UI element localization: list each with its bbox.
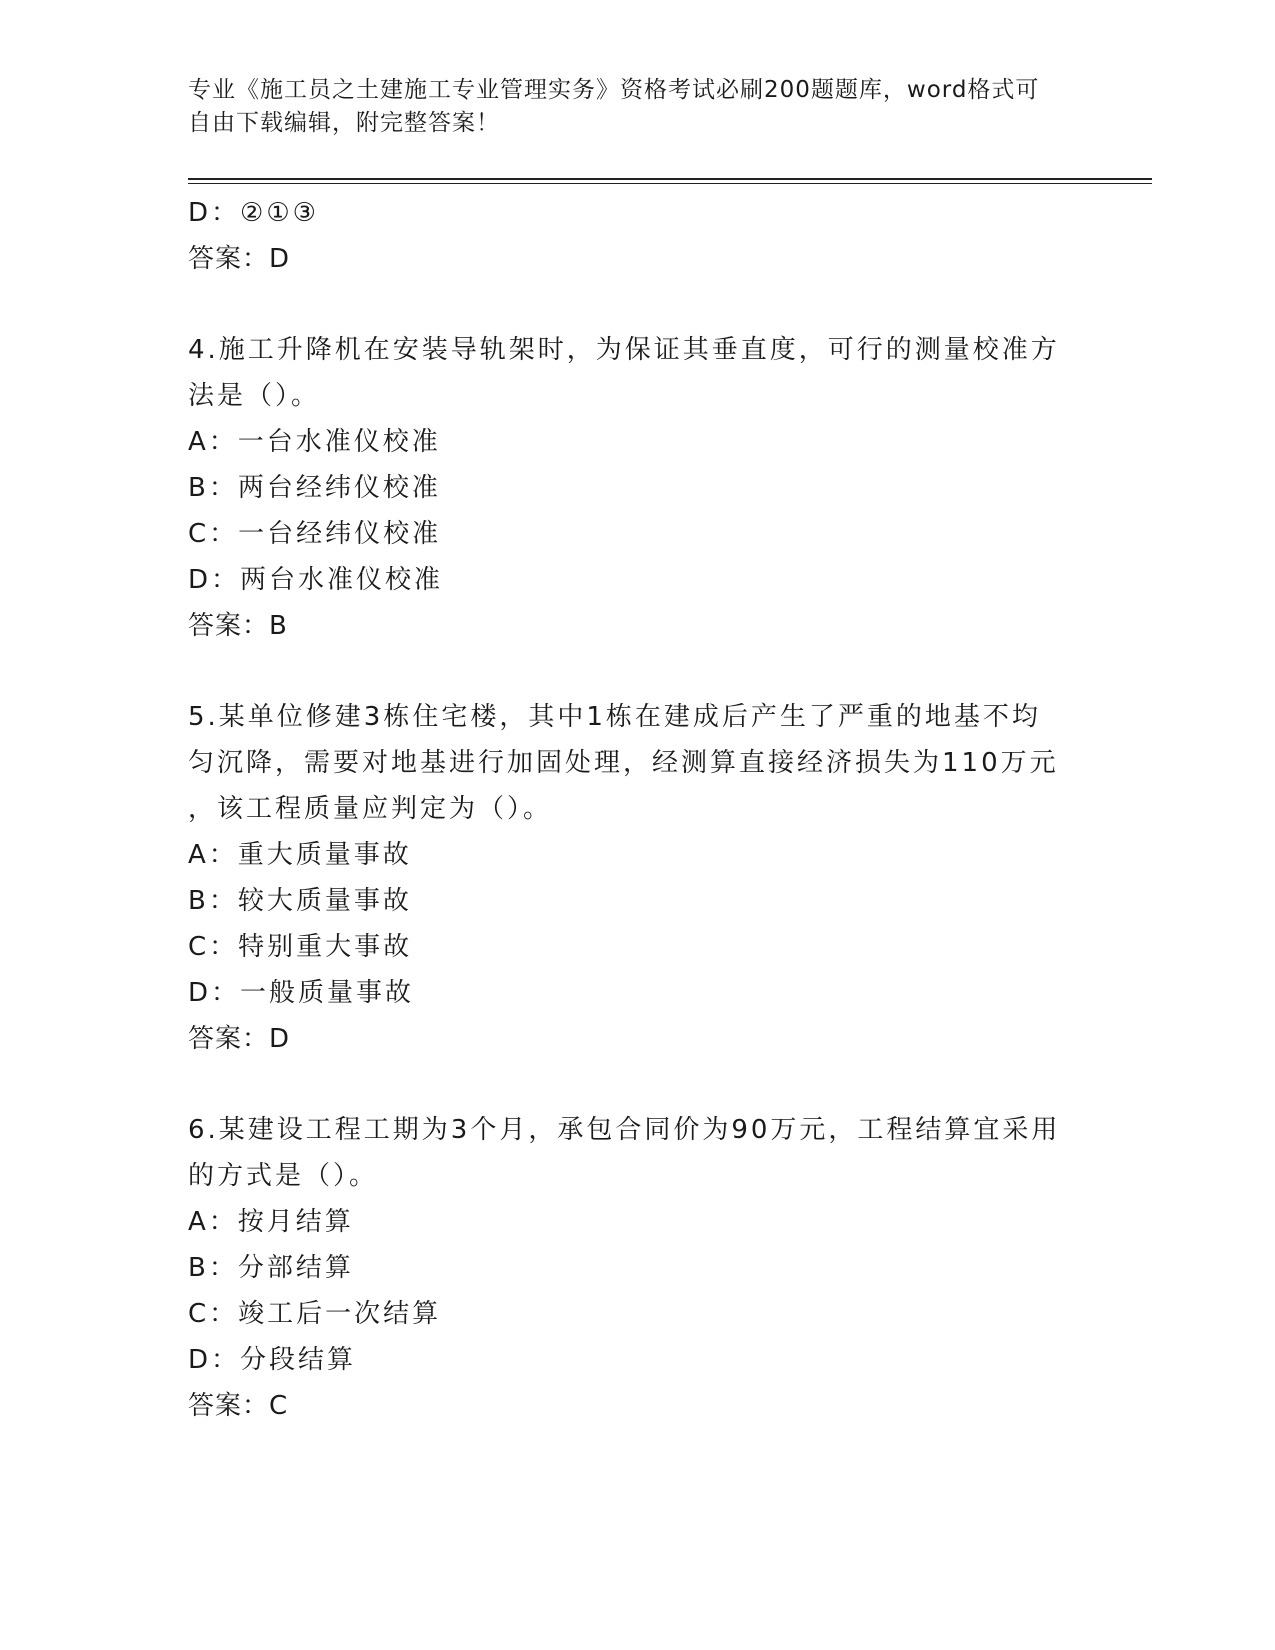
option-b: B：较大质量事故 — [188, 886, 412, 916]
answer-line: 答案：D — [188, 244, 291, 274]
option-b: B：分部结算 — [188, 1253, 354, 1283]
option-a: A：一台水准仪校准 — [188, 427, 441, 457]
question-6 — [188, 1107, 1088, 1429]
answer-line: 答案：C — [188, 1391, 289, 1421]
question-stem-line: 的方式是（）。 — [188, 1161, 379, 1191]
option-d: D：分段结算 — [188, 1345, 357, 1375]
option-d: D：一般质量事故 — [188, 978, 415, 1008]
option-a: A：重大质量事故 — [188, 840, 412, 870]
header-line-1: 专业《施工员之土建施工专业管理实务》资格考试必刷200题题库，word格式可 — [188, 77, 1040, 103]
option-c: C：一台经纬仪校准 — [188, 519, 442, 549]
question-stem-line: 匀沉降，需要对地基进行加固处理，经测算直接经济损失为110万元 — [188, 748, 1059, 778]
question-stem-line: ，该工程质量应判定为（）。 — [188, 794, 553, 824]
spacer — [188, 649, 1088, 694]
option-c: C：特别重大事故 — [188, 932, 413, 962]
question-5 — [188, 694, 1088, 1062]
answer-line: 答案：D — [188, 1024, 291, 1054]
option-a: A：按月结算 — [188, 1207, 354, 1237]
option-d: D：两台水准仪校准 — [188, 565, 444, 595]
header-divider-thick — [188, 178, 1152, 180]
option-b: B：两台经纬仪校准 — [188, 473, 441, 503]
header-line-2: 自由下载编辑，附完整答案！ — [188, 110, 500, 136]
answer-line: 答案：B — [188, 611, 288, 641]
question-4 — [188, 327, 1088, 649]
question-stem-line: 5.某单位修建3栋住宅楼，其中1栋在建成后产生了严重的地基不均 — [188, 702, 1041, 732]
question-stem-line: 法是（）。 — [188, 381, 321, 411]
spacer — [188, 282, 1088, 327]
page-header — [188, 74, 1068, 140]
option-d: D：②①③ — [188, 198, 319, 228]
question-stem-line: 6.某建设工程工期为3个月，承包合同价为90万元，工程结算宜采用 — [188, 1115, 1061, 1145]
option-c: C：竣工后一次结算 — [188, 1299, 442, 1329]
question-stem-line: 4.施工升降机在安装导轨架时，为保证其垂直度，可行的测量校准方 — [188, 335, 1060, 365]
question-content — [188, 190, 1088, 1429]
spacer — [188, 1062, 1088, 1107]
question-3-tail — [188, 190, 1088, 282]
header-divider-thin — [188, 183, 1152, 184]
